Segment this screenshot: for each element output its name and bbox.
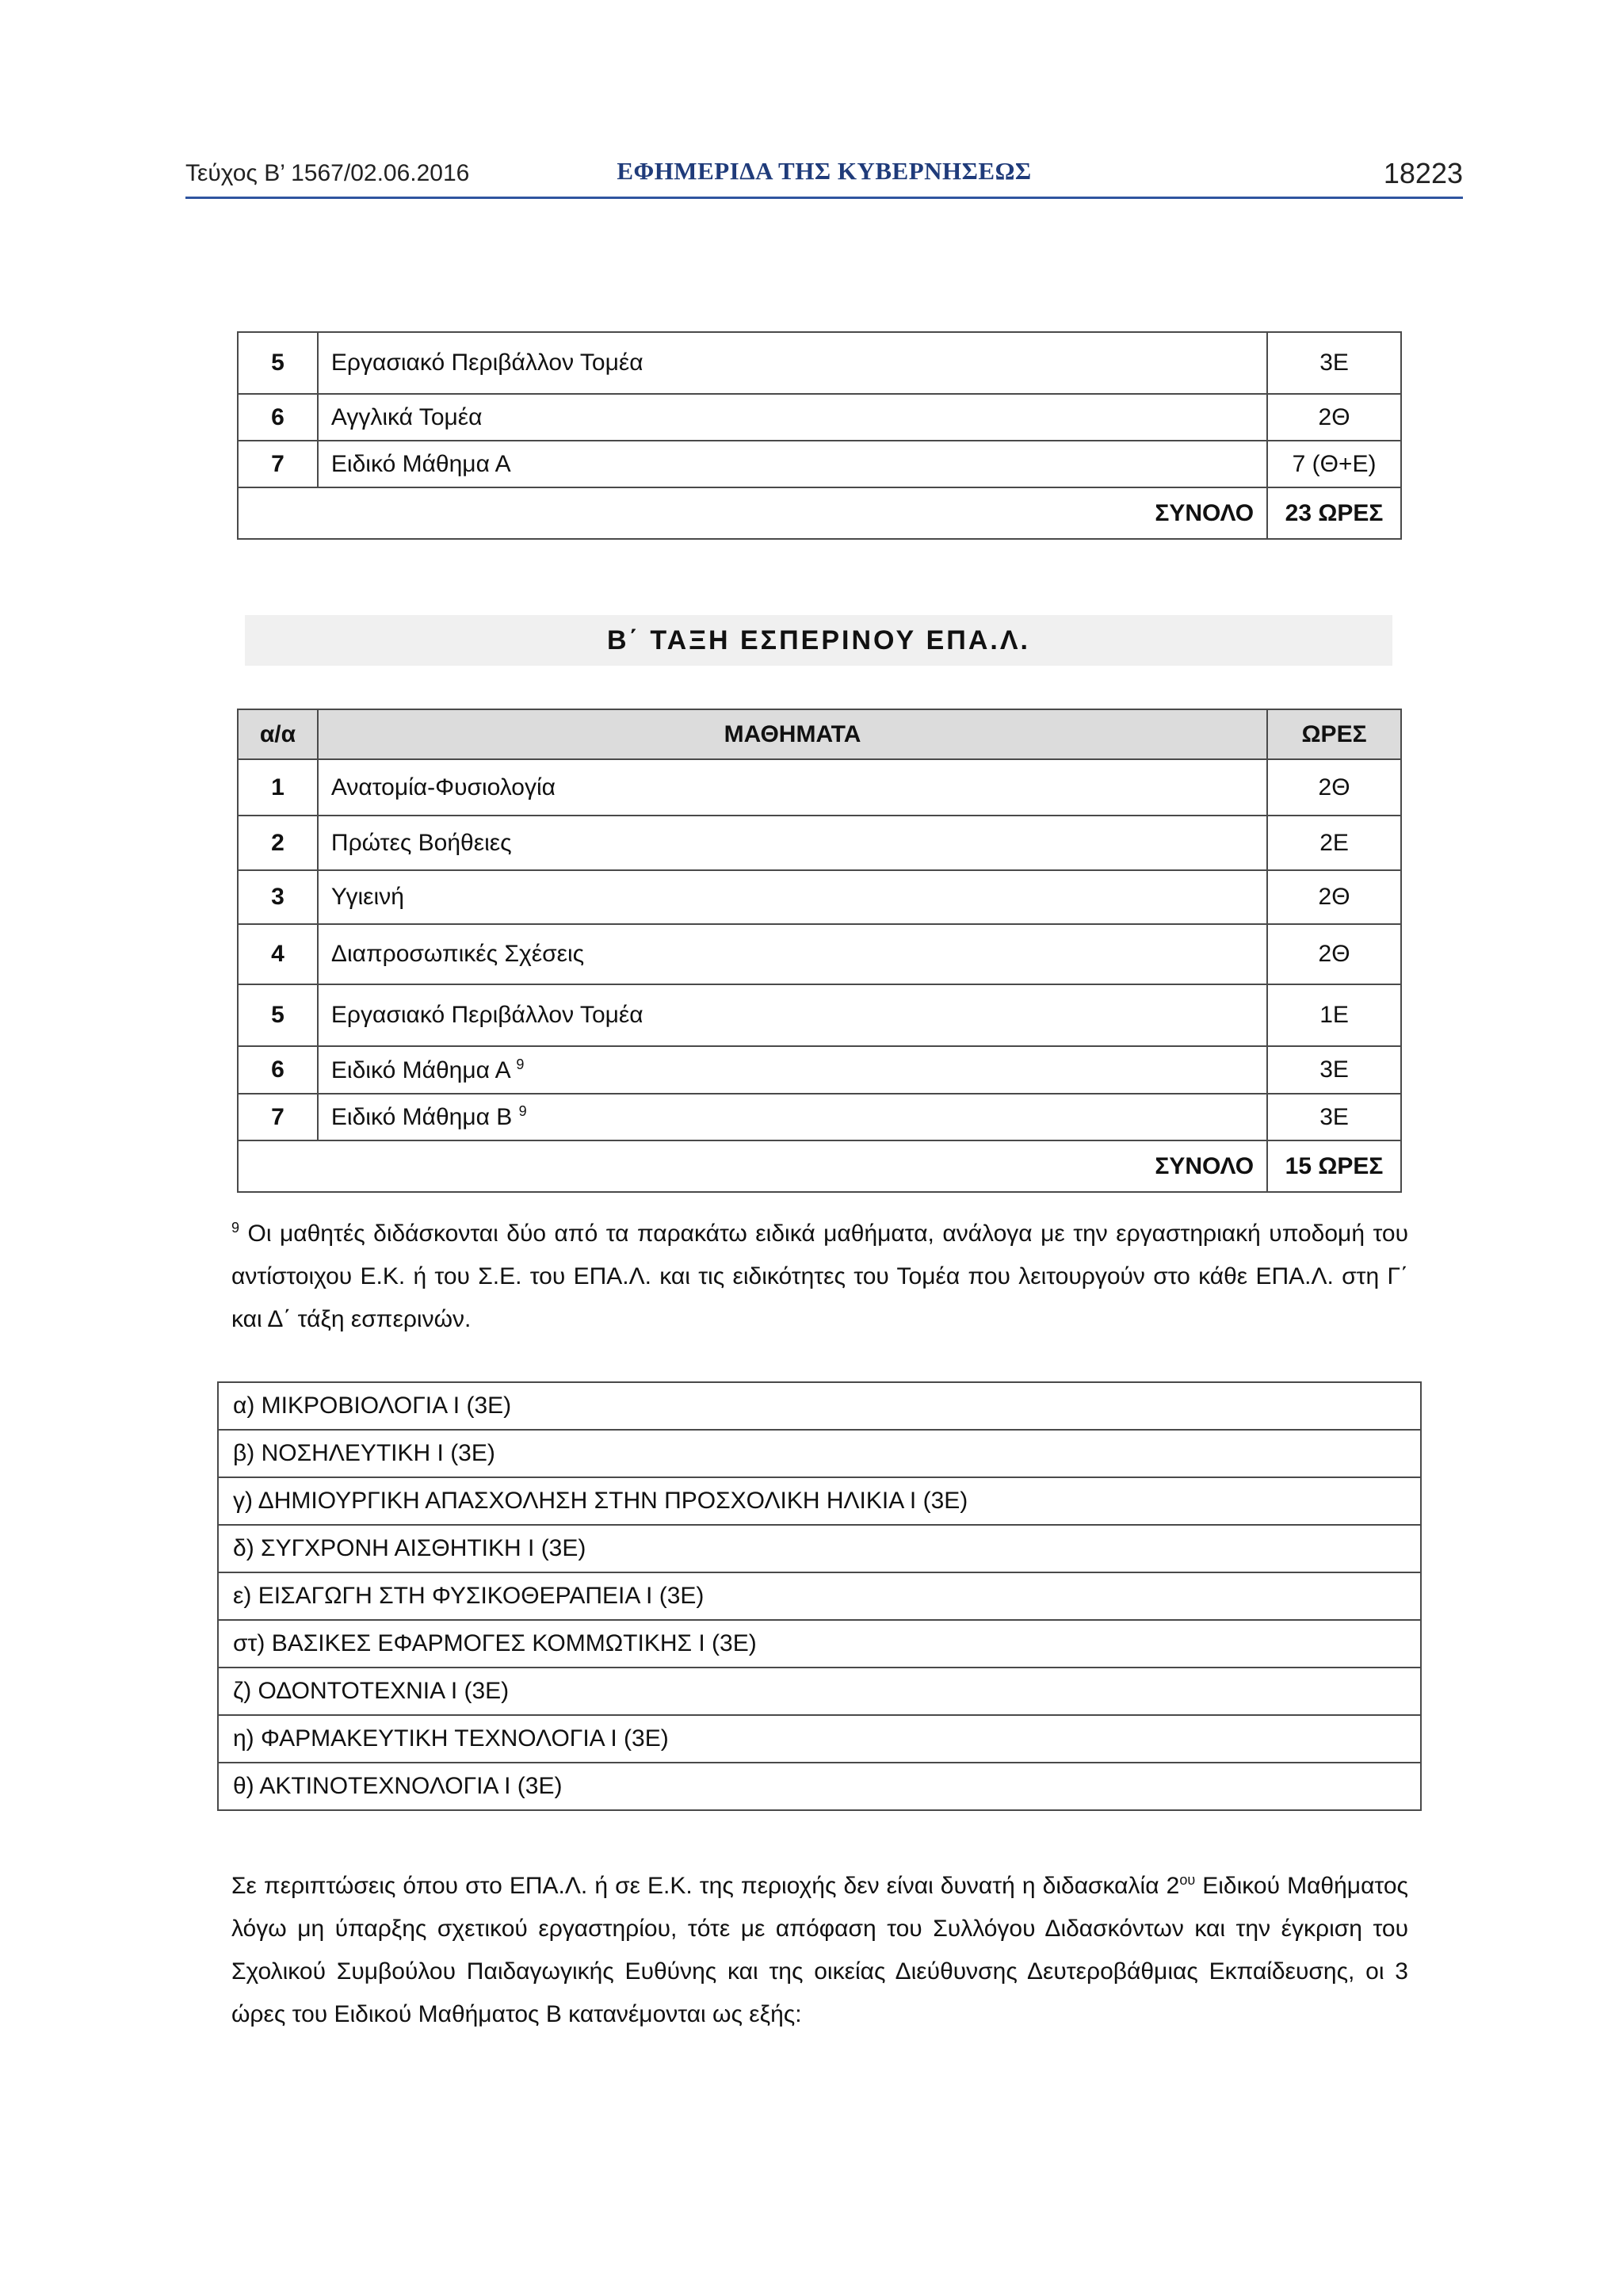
footnote-text: Οι μαθητές διδάσκονται δύο από τα παρακάτω ειδικά μαθήματα, ανάλογα με την εργαστηριακή υποδομή του αντίστοιχου Ε.Κ. ή του Σ.Ε. του ΕΠΑ.Λ. και τις ειδικότητες του Τομέα που λειτουργούν στο κάθε ΕΠΑ.Λ. στη Γ΄ και Δ΄ τάξη εσπερινών. bbox=[231, 1221, 1408, 1332]
subject-text: Ειδικό Μάθημα Α bbox=[330, 1056, 510, 1083]
row-number: 6 bbox=[238, 1046, 318, 1094]
row-number: 7 bbox=[238, 1094, 318, 1140]
course-cell: ζ) ΟΔΟΝΤΟΤΕΧΝΙΑ Ι (3Ε) bbox=[218, 1668, 1421, 1715]
row-number: 7 bbox=[238, 441, 318, 487]
list-item bbox=[218, 1572, 1421, 1620]
list-item bbox=[218, 1477, 1421, 1525]
table-row bbox=[238, 816, 1401, 870]
course-cell: στ) ΒΑΣΙΚΕΣ ΕΦΑΡΜΟΓΕΣ ΚΟΜΜΩΤΙΚΗΣ Ι (3Ε) bbox=[218, 1620, 1421, 1668]
row-number: 5 bbox=[238, 984, 318, 1046]
subject-text: Ειδικό Μάθημα Β bbox=[330, 1104, 513, 1130]
footnote bbox=[231, 1206, 1408, 1341]
row-number: 4 bbox=[238, 924, 318, 984]
subject-cell: Διαπροσωπικές Σχέσεις bbox=[318, 924, 1267, 984]
list-item bbox=[218, 1620, 1421, 1668]
hours-cell: 2Θ bbox=[1267, 759, 1401, 816]
subject-cell: Ειδικό Μάθημα Α bbox=[318, 441, 1267, 487]
subject-cell: Αγγλικά Τομέα bbox=[318, 394, 1267, 441]
total-label: ΣΥΝΟΛΟ bbox=[238, 487, 1267, 539]
hours-cell: 3Ε bbox=[1267, 332, 1401, 394]
table-row bbox=[238, 1094, 1401, 1140]
total-value: 15 ΩΡΕΣ bbox=[1267, 1140, 1401, 1192]
row-number: 2 bbox=[238, 816, 318, 870]
issue-reference: Τεύχος Β’ 1567/02.06.2016 bbox=[185, 160, 470, 186]
table-row bbox=[238, 870, 1401, 924]
subject-cell: Ανατομία-Φυσιολογία bbox=[318, 759, 1267, 816]
paragraph-text-start: Σε περιπτώσεις όπου στο ΕΠΑ.Λ. ή σε Ε.Κ. της περιοχής δεν είναι δυνατή η διδασκαλία 2 bbox=[231, 1873, 1180, 1899]
row-number: 6 bbox=[238, 394, 318, 441]
table-row bbox=[238, 332, 1401, 394]
subject-cell bbox=[318, 1094, 1267, 1140]
hours-cell: 3Ε bbox=[1267, 1094, 1401, 1140]
hours-cell: 3Ε bbox=[1267, 1046, 1401, 1094]
hours-cell: 1Ε bbox=[1267, 984, 1401, 1046]
course-cell: γ) ΔΗΜΙΟΥΡΓΙΚΗ ΑΠΑΣΧΟΛΗΣΗ ΣΤΗΝ ΠΡΟΣΧΟΛΙΚΗ ΗΛΙΚΙΑ Ι (3Ε) bbox=[218, 1477, 1421, 1525]
course-cell: θ) ΑΚΤΙΝΟΤΕΧΝΟΛΟΓΙΑ Ι (3Ε) bbox=[218, 1763, 1421, 1810]
schedule-table bbox=[237, 709, 1402, 1193]
table-row bbox=[238, 759, 1401, 816]
course-cell: δ) ΣΥΓΧΡΟΝΗ ΑΙΣΘΗΤΙΚΗ Ι (3Ε) bbox=[218, 1525, 1421, 1572]
total-value: 23 ΩΡΕΣ bbox=[1267, 487, 1401, 539]
body-paragraph bbox=[231, 1859, 1408, 2036]
subject-cell: Εργασιακό Περιβάλλον Τομέα bbox=[318, 984, 1267, 1046]
hours-cell: 7 (Θ+Ε) bbox=[1267, 441, 1401, 487]
footnote-marker: 9 bbox=[231, 1220, 240, 1236]
course-cell: β) ΝΟΣΗΛΕΥΤΙΚΗ Ι (3Ε) bbox=[218, 1430, 1421, 1477]
row-number: 1 bbox=[238, 759, 318, 816]
course-cell: α) ΜΙΚΡΟΒΙΟΛΟΓΙΑ Ι (3Ε) bbox=[218, 1382, 1421, 1430]
ordinal-suffix: ου bbox=[1179, 1872, 1196, 1888]
total-label: ΣΥΝΟΛΟ bbox=[238, 1140, 1267, 1192]
list-item bbox=[218, 1715, 1421, 1763]
footnote-ref: 9 bbox=[516, 1056, 525, 1072]
footnote-ref: 9 bbox=[518, 1103, 527, 1119]
column-header-hours: ΩΡΕΣ bbox=[1267, 709, 1401, 759]
subject-cell: Εργασιακό Περιβάλλον Τομέα bbox=[318, 332, 1267, 394]
subject-cell bbox=[318, 1046, 1267, 1094]
course-cell: η) ΦΑΡΜΑΚΕΥΤΙΚΗ ΤΕΧΝΟΛΟΓΙΑ Ι (3Ε) bbox=[218, 1715, 1421, 1763]
page-number: 18223 bbox=[1383, 157, 1463, 189]
table-row bbox=[238, 924, 1401, 984]
course-cell: ε) ΕΙΣΑΓΩΓΗ ΣΤΗ ΦΥΣΙΚΟΘΕΡΑΠΕΙΑ Ι (3Ε) bbox=[218, 1572, 1421, 1620]
table-header-row bbox=[238, 709, 1401, 759]
subject-cell: Υγιεινή bbox=[318, 870, 1267, 924]
hours-cell: 2Ε bbox=[1267, 816, 1401, 870]
hours-cell: 2Θ bbox=[1267, 394, 1401, 441]
hours-cell: 2Θ bbox=[1267, 870, 1401, 924]
table-row bbox=[238, 984, 1401, 1046]
table-row bbox=[238, 441, 1401, 487]
gazette-title: ΕΦΗΜΕΡΙΔΑ ΤΗΣ ΚΥΒΕΡΝΗΣΕΩΣ bbox=[617, 157, 1032, 185]
total-row bbox=[238, 487, 1401, 539]
column-header-num: α/α bbox=[238, 709, 318, 759]
row-number: 3 bbox=[238, 870, 318, 924]
list-item bbox=[218, 1525, 1421, 1572]
section-title: Β΄ ΤΑΞΗ ΕΣΠΕΡΙΝΟΥ ΕΠΑ.Λ. bbox=[245, 615, 1392, 666]
special-courses-list bbox=[217, 1381, 1422, 1811]
list-item bbox=[218, 1430, 1421, 1477]
page-header bbox=[185, 157, 1463, 201]
list-item bbox=[218, 1763, 1421, 1810]
list-item bbox=[218, 1668, 1421, 1715]
list-item bbox=[218, 1382, 1421, 1430]
table-row bbox=[238, 394, 1401, 441]
hours-cell: 2Θ bbox=[1267, 924, 1401, 984]
subject-cell: Πρώτες Βοήθειες bbox=[318, 816, 1267, 870]
row-number: 5 bbox=[238, 332, 318, 394]
header-divider bbox=[185, 197, 1463, 199]
total-row bbox=[238, 1140, 1401, 1192]
column-header-subject: ΜΑΘΗΜΑΤΑ bbox=[318, 709, 1267, 759]
schedule-table-continued bbox=[237, 331, 1402, 540]
paragraph-text-end: Ειδικού Μαθήματος λόγω μη ύπαρξης σχετικού εργαστηρίου, τότε με απόφαση του Συλλόγου Διδασκόντων και την έγκριση του Σχολικού Συμβούλου Παιδαγωγικής Ευθύνης και της οικείας Διεύθυνσης Δευτεροβάθμιας Εκπαίδευσης, οι 3 ώρες του Ειδικού Μαθήματος Β κατανέμονται ως εξής: bbox=[231, 1873, 1408, 2027]
table-row bbox=[238, 1046, 1401, 1094]
